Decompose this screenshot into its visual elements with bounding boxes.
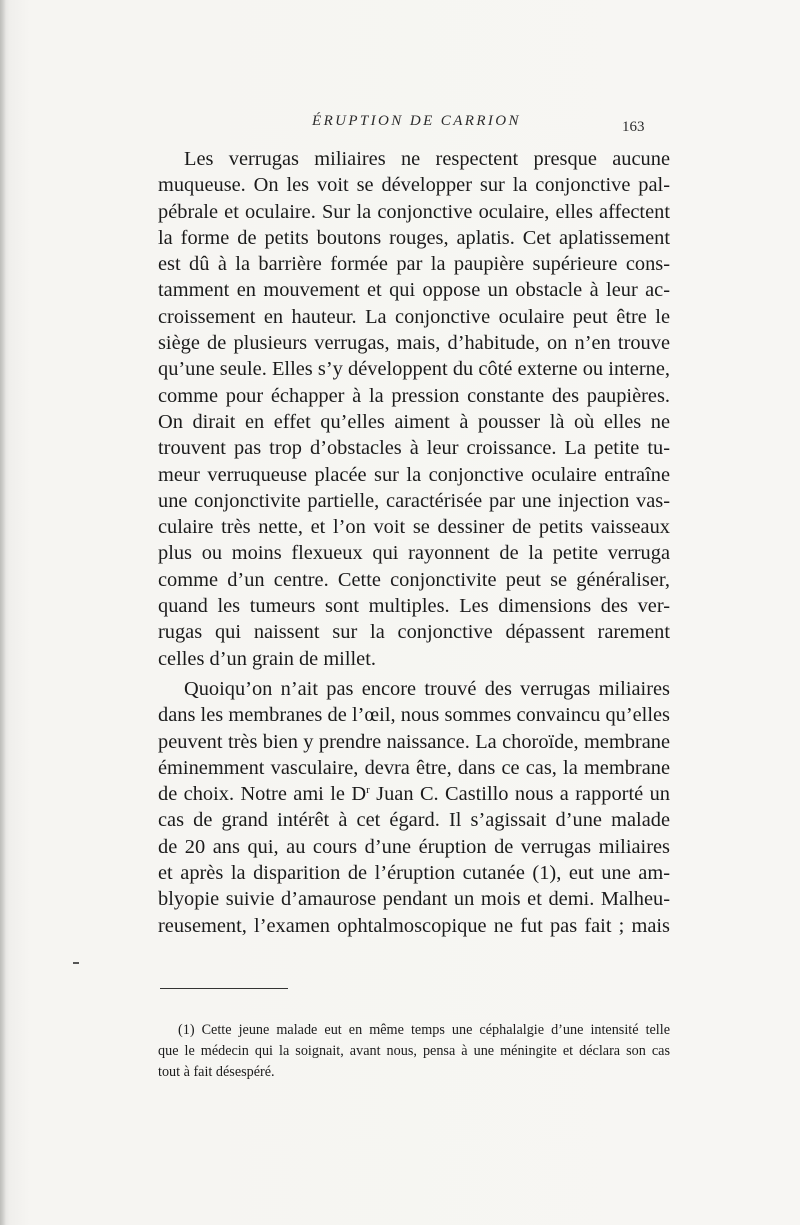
text-line: éminemment vasculaire, devra être, dans ce cas, la membrane <box>158 756 670 779</box>
text-segment: Juan C. Castillo nous a rapporté un <box>369 783 670 806</box>
text-line: Quoiqu’on n’ait pas encore trouvé des verrugas miliaires <box>184 677 670 700</box>
margin-mark <box>73 962 79 964</box>
superscript: r <box>366 784 370 797</box>
paragraph-1 <box>158 146 670 672</box>
text-line: quand les tumeurs sont multiples. Les dimensions des ver- <box>158 595 670 618</box>
page-header <box>0 113 800 143</box>
text-line <box>158 781 670 807</box>
text-line: pébrale et oculaire. Sur la conjonctive oculaire, elles affectent <box>158 200 670 223</box>
text-line: croissement en hauteur. La conjonctive oculaire peut être le <box>158 305 670 328</box>
text-line: comme d’un centre. Cette conjonctivite peut se généraliser, <box>158 568 670 591</box>
text-line: reusement, l’examen ophtalmoscopique ne fut pas fait ; mais <box>158 914 670 937</box>
text-line: muqueuse. On les voit se développer sur la conjonctive pal- <box>158 174 670 197</box>
text-line: Les verrugas miliaires ne respectent presque aucune <box>184 148 670 170</box>
text-line: celles d’un grain de millet. <box>158 647 376 670</box>
text-line: une conjonctivite partielle, caractérisée par une injection vas- <box>158 489 670 512</box>
page-number: 163 <box>622 119 645 135</box>
text-line: cas de grand intérêt à cet égard. Il s’agissait d’une malade <box>158 809 670 832</box>
footnote-line: que le médecin qui la soignait, avant nous, pensa à une méningite et déclara son cas <box>158 1043 670 1059</box>
text-line: meur verruqueuse placée sur la conjonctive oculaire entraîne <box>158 463 670 486</box>
text-line: rugas qui naissent sur la conjonctive dépassent rarement <box>158 621 670 644</box>
paragraph-2 <box>158 676 670 939</box>
text-line: dans les membranes de l’œil, nous sommes convaincu qu’elles <box>158 704 670 727</box>
text-line: culaire très nette, et l’on voit se dessiner de petits vaisseaux <box>158 516 670 539</box>
text-line: la forme de petits boutons rouges, aplatis. Cet aplatissement <box>158 226 670 249</box>
text-line: comme pour échapper à la pression constante des paupières. <box>158 384 670 407</box>
footnote-line: tout à fait désespéré. <box>158 1064 275 1080</box>
text-line: On dirait en effet qu’elles aiment à pousser là où elles ne <box>158 410 670 433</box>
text-segment: de choix. Notre ami le D <box>158 783 367 806</box>
text-line: peuvent très bien y prendre naissance. La choroïde, membrane <box>158 730 670 753</box>
binding-shadow <box>0 0 6 1225</box>
text-line: et après la disparition de l’éruption cutanée (1), eut une am- <box>158 862 670 885</box>
running-title: ÉRUPTION DE CARRION <box>312 113 521 129</box>
text-line: plus ou moins flexueux qui rayonnent de la petite verruga <box>158 542 670 565</box>
text-line: siège de plusieurs verrugas, mais, d’habitude, on n’en trouve <box>158 332 670 355</box>
footnote-line: (1) Cette jeune malade eut en même temps une céphalalgie d’une intensité telle <box>178 1022 670 1038</box>
text-line: de 20 ans qui, au cours d’une éruption de verrugas miliaires <box>158 835 670 858</box>
text-line: tamment en mouvement et qui oppose un obstacle à leur ac- <box>158 279 670 302</box>
footnote-rule <box>160 988 288 989</box>
text-line: est dû à la barrière formée par la paupière supérieure cons- <box>158 253 670 276</box>
text-line: blyopie suivie d’amaurose pendant un mois et demi. Malheu- <box>158 888 670 911</box>
body-text <box>158 146 670 939</box>
footnote <box>158 1020 670 1083</box>
text-line: trouvent pas trop d’obstacles à leur croissance. La petite tu- <box>158 437 670 460</box>
text-line: qu’une seule. Elles s’y développent du côté externe ou interne, <box>158 358 670 381</box>
